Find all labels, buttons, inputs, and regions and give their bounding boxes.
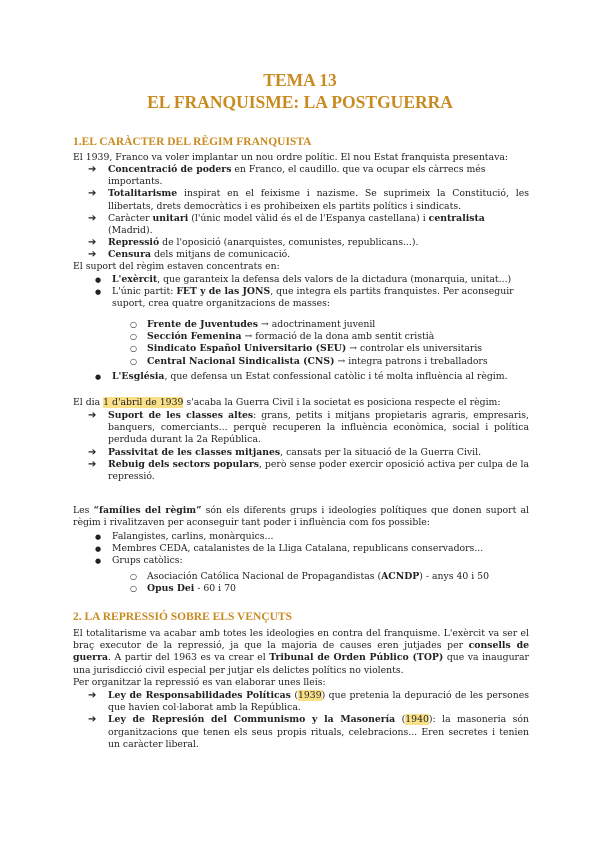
section-1-heading: 1.EL CARÀCTER DEL RÈGIM FRANQUISTA bbox=[73, 136, 312, 148]
list-item: ➔ Repressió de l'oposició (anarquistes, comunistes, republicans...). bbox=[88, 237, 529, 249]
list-item: ➔ Totalitarisme inspirat en el feixisme i nazisme. Se suprimeix la Constitució, les llibertats, drets democràtics i es prohibeixen els partits polítics i sindicats. bbox=[88, 188, 529, 212]
list-item: ○ Frente de Juventudes → adoctrinament juvenil bbox=[127, 319, 527, 331]
year-highlight: 1940 bbox=[405, 714, 429, 726]
list-item: ● L'únic partit: FET y de las JONS, que integra els partits franquistes. Per aconseguir suport, crea quatre organitzacions de masses: bbox=[92, 286, 529, 310]
society-positions-list bbox=[88, 410, 529, 483]
section-1-intro: El 1939, Franco va voler implantar un nou ordre polític. El nou Estat franquista presentava: bbox=[73, 152, 509, 163]
regime-support-list bbox=[92, 274, 529, 311]
list-item: ● L'exèrcit, que garanteix la defensa dels valors de la dictadura (monarquia, unitat...) bbox=[92, 274, 529, 286]
repression-paragraph: El totalitarisme va acabar amb totes les ideologies en contra del franquisme. L'exèrcit va ser el braç executor de la repressió, ja que la majoria de causes eren jutjades per consells de guerra. A partir del 1963 es va crear el Tribunal de Orden Público (TOP) que va inaugurar una jurisdicció civil especial per jutjar els delictes polítics no violents. bbox=[73, 628, 529, 676]
page-title: EL FRANQUISME: LA POSTGUERRA bbox=[147, 92, 453, 112]
repression-laws-list bbox=[88, 690, 529, 751]
list-item: ○ Sección Femenina → formació de la dona amb sentit cristià bbox=[127, 331, 527, 343]
catholic-groups-list bbox=[127, 571, 527, 595]
support-intro: El suport del règim estaven concentrats en: bbox=[73, 261, 280, 272]
list-item: ○ Asociación Católica Nacional de Propagandistas (ACNDP) - anys 40 i 50 bbox=[127, 571, 527, 583]
regime-features-list bbox=[88, 164, 529, 262]
regime-families-paragraph: Les “famílies del règim” són els diferents grups i ideologies polítiques que donen suport al règim i rivalitzaven per aconseguir tant poder i influència com fos possible: bbox=[73, 505, 529, 529]
list-item: ➔ Ley de Responsabilidades Políticas (1939) que pretenia la depuració de les persones que havien col·laborat amb la República. bbox=[88, 690, 529, 714]
list-item: ➔ Caràcter unitari (l'únic model vàlid és el de l'Espanya castellana) i centralista (Madrid). bbox=[88, 213, 529, 237]
list-item: ➔ Concentració de poders en Franco, el caudillo. que va ocupar els càrrecs més importants. bbox=[88, 164, 529, 188]
list-item: ➔ Suport de les classes altes: grans, petits i mitjans propietaris agraris, empresaris, banquers, comerciants... perquè recuperen la influència econòmica, social i política perduda durant la 2a República. bbox=[88, 410, 529, 447]
mass-organizations-list bbox=[127, 319, 527, 368]
war-end-paragraph: El dia 1 d'abril de 1939 s'acaba la Guerra Civil i la societat es posiciona respecte el règim: bbox=[73, 397, 501, 408]
year-highlight: 1939 bbox=[297, 690, 322, 701]
church-support-list bbox=[92, 371, 529, 383]
list-item: ● Membres CEDA, catalanistes de la Lliga Catalana, republicans conservadors... bbox=[92, 543, 529, 555]
list-item: ➔ Ley de Represión del Communismo y la Masonería (1940): la masoneria són organitzacions que tenen els seus propis rituals, celebracions... Eren secretes i tenien un caràcter liberal. bbox=[88, 714, 529, 751]
list-item: ○ Opus Dei - 60 i 70 bbox=[127, 583, 527, 595]
list-item: ○ Sindicato Español Universitario (SEU) → controlar els universitaris bbox=[127, 343, 527, 355]
list-item: ➔ Censura dels mitjans de comunicació. bbox=[88, 249, 529, 261]
laws-intro: Per organitzar la repressió es van elaborar unes lleis: bbox=[73, 677, 326, 688]
list-item: ● Grups catòlics: bbox=[92, 555, 529, 567]
section-2-heading: 2. LA REPRESSIÓ SOBRE ELS VENÇUTS bbox=[73, 611, 292, 623]
list-item: ➔ Passivitat de les classes mitjanes, cansats per la situació de la Guerra Civil. bbox=[88, 447, 529, 459]
list-item: ○ Central Nacional Sindicalista (CNS) → integra patrons i treballadors bbox=[127, 356, 527, 368]
regime-families-list bbox=[92, 531, 529, 568]
date-highlight: 1 d'abril de 1939 bbox=[103, 397, 184, 408]
topic-number: TEMA 13 bbox=[263, 70, 337, 90]
list-item: ● L'Església, que defensa un Estat confessional catòlic i té molta influència al règim. bbox=[92, 371, 529, 383]
list-item: ● Falangistes, carlins, monàrquics... bbox=[92, 531, 529, 543]
list-item: ➔ Rebuig dels sectors populars, però sense poder exercir oposició activa per culpa de la repressió. bbox=[88, 459, 529, 483]
